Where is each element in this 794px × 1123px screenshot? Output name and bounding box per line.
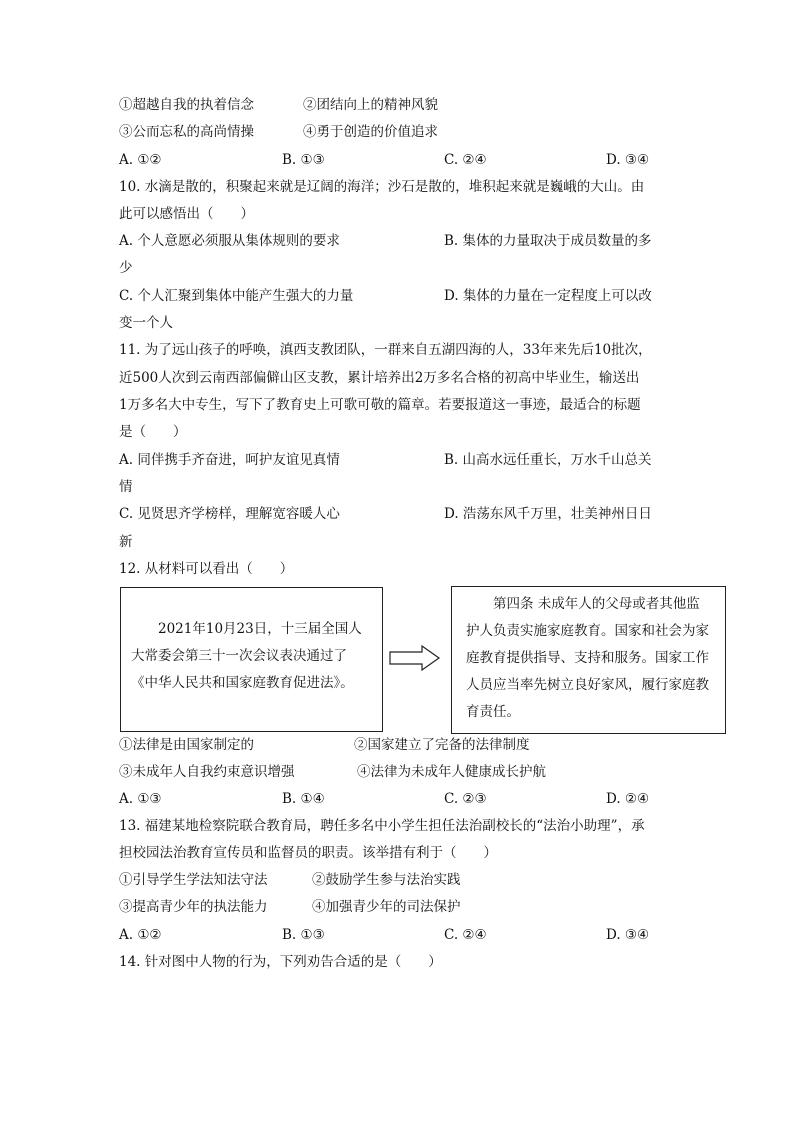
q13-option-1: ①引导学生学法知法守法	[119, 872, 268, 888]
q14-stem: 14. 针对图中人物的行为，下列劝告合适的是（ ）	[119, 954, 442, 970]
q9-option-3: ③公而忘私的高尚情操	[119, 124, 254, 140]
q11-answer-b: B. 山高水远任重长，万水千山总关	[444, 452, 652, 468]
q10-answer-c: C. 个人汇聚到集体中能产生强大的力量	[119, 288, 354, 304]
q11-stem-line-3: 1万多名大中专生，写下了教育史上可歌可敬的篇章。若要报道这一事迹，最适合的标题	[119, 397, 641, 413]
q13-answer-b: B. ①③	[282, 927, 325, 943]
q13-answer-a: A. ①②	[119, 927, 162, 943]
q13-stem-line-1: 13. 福建某地检察院联合教育局，聘任多名中小学生担任法治副校长的“法治小助理”，承	[119, 818, 645, 834]
q9-answer-a: A. ①②	[119, 152, 162, 168]
arrow-right-icon	[389, 645, 441, 671]
q13-option-2: ②鼓励学生参与法治实践	[312, 872, 461, 888]
q9-answer-c: C. ②④	[444, 152, 487, 168]
q10-stem-line-1: 10. 水滴是散的，积聚起来就是辽阔的海洋；沙石是散的，堆积起来就是巍峨的大山。由	[119, 179, 645, 195]
q11-answer-a: A. 同伴携手齐奋进，呵护友谊见真情	[119, 452, 340, 468]
q9-option-1: ①超越自我的执着信念	[119, 97, 254, 113]
q9-option-2: ②团结向上的精神风貌	[303, 97, 438, 113]
q12-option-2: ②国家建立了完备的法律制度	[354, 737, 530, 753]
q9-options-row-1	[119, 96, 254, 114]
q13-answer-c: C. ②④	[444, 927, 487, 943]
q12-option-1: ①法律是由国家制定的	[119, 737, 254, 753]
q11-answer-b-cont: 情	[119, 479, 133, 495]
q10-answer-a: A. 个人意愿必须服从集体规则的要求	[119, 233, 340, 249]
q13-option-3: ③提高青少年的执法能力	[119, 899, 268, 915]
q11-stem-line-1: 11. 为了远山孩子的呼唤，滇西支教团队，一群来自五湖四海的人，33年来先后10批次，	[119, 342, 652, 358]
q10-answer-b-cont: 少	[119, 260, 133, 276]
q10-stem-line-2: 此可以感悟出（ ）	[119, 206, 254, 222]
q12-answer-c: C. ②③	[444, 791, 487, 807]
q11-stem-line-2: 近500人次到云南西部偏僻山区支教，累计培养出2万多名合格的初高中毕业生，输送出	[119, 370, 640, 386]
q12-answer-d: D. ②④	[606, 791, 650, 807]
q13-option-4: ④加强青少年的司法保护	[312, 899, 461, 915]
q11-answer-d: D. 浩荡东风千万里，壮美神州日日	[444, 506, 652, 522]
q9-option-4: ④勇于创造的价值追求	[303, 124, 438, 140]
q12-option-4: ④法律为未成年人健康成长护航	[357, 764, 546, 780]
q12-answer-a: A. ①③	[119, 791, 162, 807]
q12-answer-b: B. ①④	[282, 791, 325, 807]
q10-answer-b: B. 集体的力量取决于成员数量的多	[444, 233, 652, 249]
q10-answer-d-cont: 变一个人	[119, 315, 173, 331]
q12-material-box-left: 2021年10月23日，十三届全国人大常委会第三十一次会议表决通过了《中华人民共和国家庭教育促进法》。	[120, 587, 383, 732]
q9-answer-b: B. ①③	[282, 152, 325, 168]
q11-answer-c: C. 见贤思齐学榜样，理解宽容暖人心	[119, 506, 340, 522]
q12-material-box-right: 第四条 未成年人的父母或者其他监护人负责实施家庭教育。国家和社会为家庭教育提供指导、支持和服务。国家工作人员应当率先树立良好家风，履行家庭教育责任。	[451, 586, 726, 734]
q9-answer-d: D. ③④	[606, 152, 650, 168]
q11-answer-d-cont: 新	[119, 534, 133, 550]
q12-stem: 12. 从材料可以看出（ ）	[119, 561, 294, 577]
q11-stem-line-4: 是（ ）	[119, 424, 187, 440]
q12-option-3: ③未成年人自我约束意识增强	[119, 764, 295, 780]
q13-stem-line-2: 担校园法治教育宣传员和监督员的职责。该举措有利于（ ）	[119, 845, 497, 861]
q10-answer-d: D. 集体的力量在一定程度上可以改	[444, 288, 652, 304]
q13-answer-d: D. ③④	[606, 927, 650, 943]
